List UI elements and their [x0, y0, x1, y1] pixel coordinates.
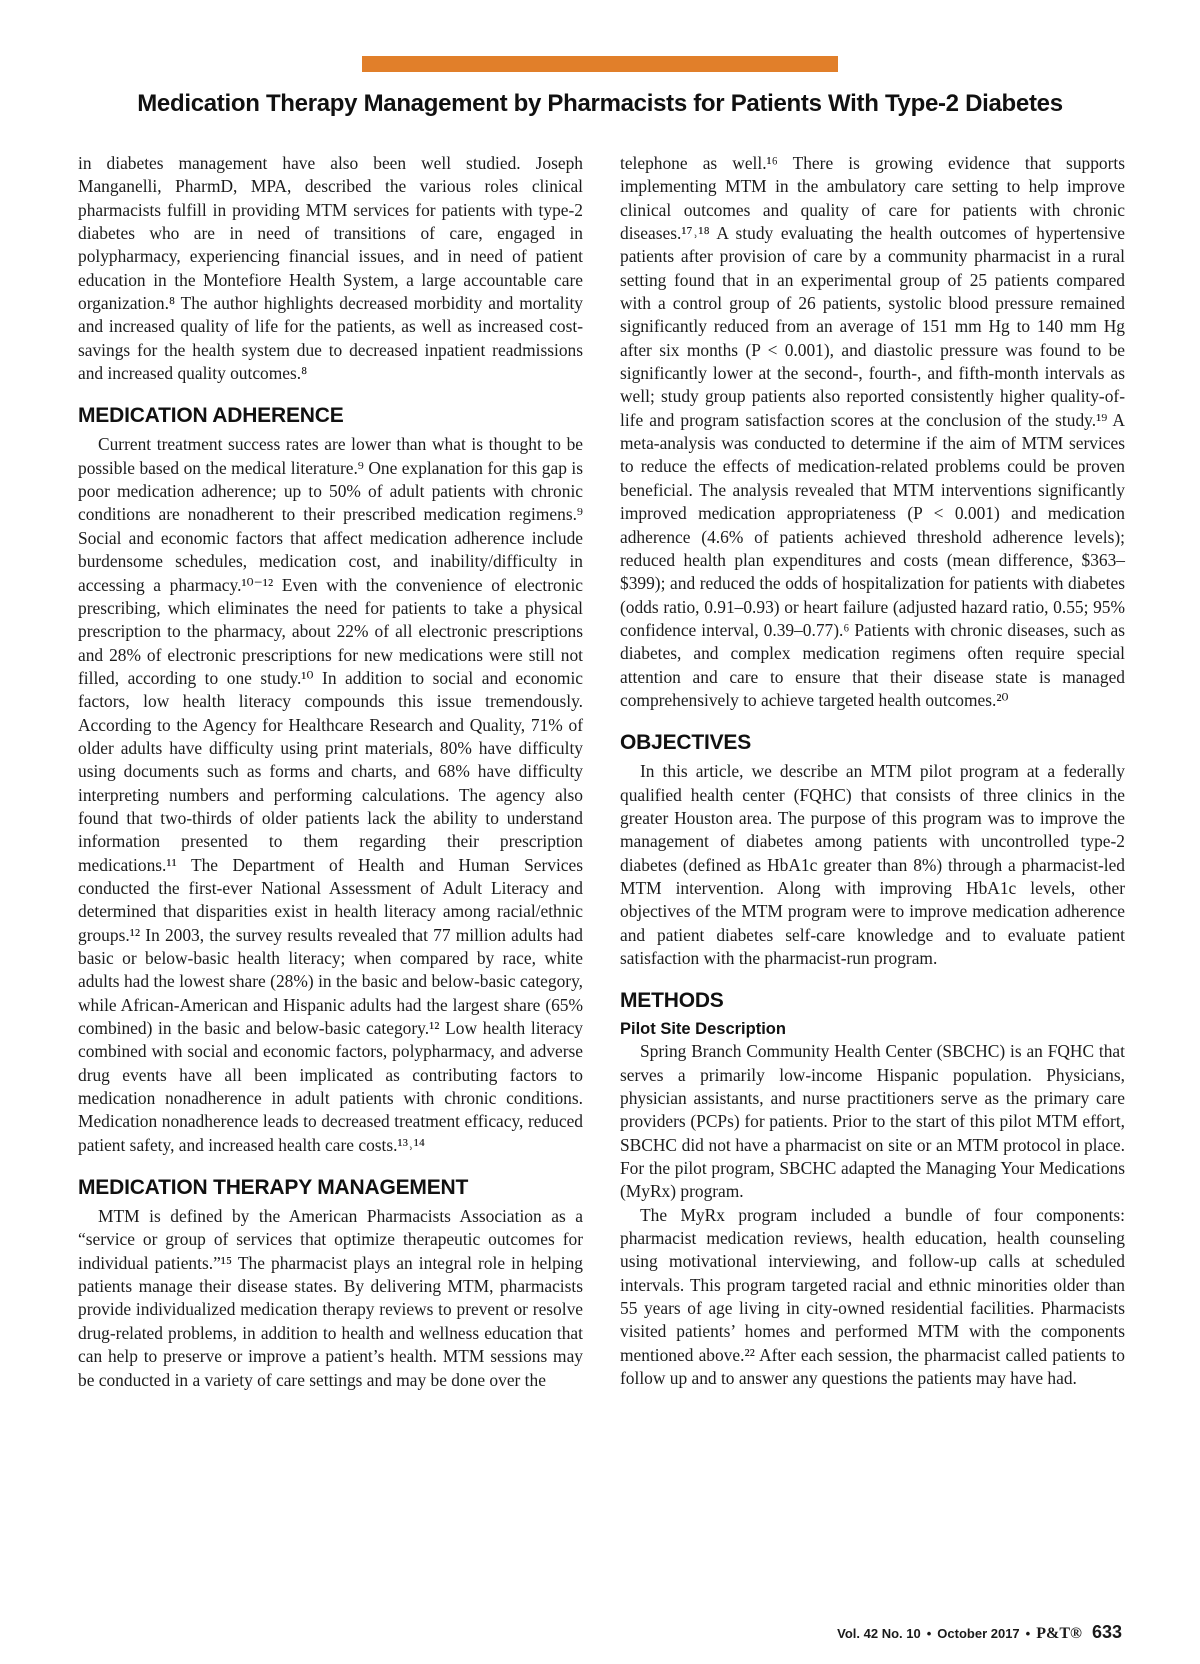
footer-date: October 2017 — [937, 1626, 1020, 1641]
right-column — [620, 152, 1125, 1391]
page-number: 633 — [1091, 1622, 1122, 1642]
section-heading-medication-adherence: MEDICATION ADHERENCE — [78, 404, 344, 428]
section-heading-objectives: OBJECTIVES — [620, 731, 752, 755]
page-footer — [837, 1622, 1122, 1643]
journal-name: P&T® — [1036, 1625, 1082, 1642]
mtm-continued-paragraph: telephone as well.¹⁶ There is growing evidence that supports implementing MTM in the ambulatory care setting to help improve clinical outcomes and quality of care for patients with chronic diseases.¹⁷˒¹⁸ A study evaluating the health outcomes of hypertensive patients after provision of care by a community pharmacist in a rural setting found that in an experimental group of 25 patients compared with a control group of 26 patients, systolic blood pressure remained significantly reduced from an average of 151 mm Hg to 140 mm Hg after six months (P < 0.001), and diastolic pressure was found to be significantly lower at the second-, fourth-, and fifth-month intervals as well; study group patients also reported consistently higher quality-of-life and program satisfaction scores at the conclusion of the study.¹⁹ A meta-analysis was conducted to determine if the aim of MTM services to reduce the effects of medication-related problems could be proven beneficial. The analysis revealed that MTM interventions significantly improved medication appropriateness (P < 0.001) and medication adherence (4.6% of patients achieved threshold adherence levels); reduced health plan expenditures and costs (mean difference, $363–$399); and reduced the odds of hospitalization for patients with diabetes (odds ratio, 0.91–0.93) or heart failure (adjusted hazard ratio, 0.55; 95% confidence interval, 0.39–0.77).⁶ Patients with chronic diseases, such as diabetes, and complex medication regimens often require special attention and care to ensure that their disease state is managed comprehensively to achieve targeted health outcomes.²⁰ — [620, 153, 1125, 710]
header-accent-bar — [362, 56, 838, 72]
intro-paragraph: in diabetes management have also been well studied. Joseph Manganelli, PharmD, MPA, described the various roles clinical pharmacists fulfill in providing MTM services for patients with type-2 diabetes who are in need of transitions of care, engaged in polypharmacy, experiencing financial issues, and in need of patient education in the Montefiore Health System, a large accountable care organization.⁸ The author highlights decreased morbidity and mortality and increased quality of life for the patients, as well as increased cost-savings for the health system due to decreased inpatient readmissions and increased quality outcomes.⁸ — [78, 153, 583, 384]
objectives-paragraph: In this article, we describe an MTM pilot program at a federally qualified health center (FQHC) that consists of three clinics in the greater Houston area. The purpose of this program was to improve the management of diabetes among patients with uncontrolled type-2 diabetes (defined as HbA1c greater than 8%) through a pharmacist-led MTM intervention. Along with improving HbA1c levels, other objectives of the MTM program were to improve medication adherence and patient diabetes self-care knowledge and to evaluate patient satisfaction with the pharmacist-run program. — [620, 761, 1125, 968]
subheading-pilot-site: Pilot Site Description — [620, 1020, 786, 1039]
section-heading-mtm: MEDICATION THERAPY MANAGEMENT — [78, 1176, 469, 1200]
running-title: Medication Therapy Management by Pharmacists for Patients With Type-2 Diabetes — [137, 90, 1063, 117]
myrx-paragraph: The MyRx program included a bundle of four components: pharmacist medication reviews, health education, health counseling using motivational interviewing, and follow-up calls at scheduled intervals. This program targeted racial and ethnic minorities older than 55 years of age living in city-owned residential facilities. Pharmacists visited patients’ homes and performed MTM with the components mentioned above.²² After each session, the pharmacist called patients to follow up and to answer any questions the patients may have had. — [620, 1204, 1125, 1389]
section-heading-methods: METHODS — [620, 989, 724, 1013]
mtm-paragraph: MTM is defined by the American Pharmacists Association as a “service or group of services that optimize therapeutic outcomes for individual patients.”¹⁵ The pharmacist plays an integral role in helping patients manage their disease states. By delivering MTM, pharmacists provide individualized medication therapy reviews to prevent or resolve drug-related problems, in addition to health and wellness education that can help to preserve or improve a patient’s health. MTM sessions may be conducted in a variety of care settings and may be done over the — [78, 1206, 583, 1390]
footer-issue: Vol. 42 No. 10 — [837, 1626, 921, 1641]
pilot-site-paragraph: Spring Branch Community Health Center (SBCHC) is an FQHC that serves a primarily low-income Hispanic population. Physicians, physician assistants, and nurse practitioners serve as the primary care providers (PCPs) for patients. Prior to the start of this pilot MTM effort, SBCHC did not have a pharmacist on site or an MTM protocol in place. For the pilot program, SBCHC adapted the Managing Your Medications (MyRx) program. — [620, 1041, 1125, 1202]
footer-separator-2: • — [1025, 1626, 1031, 1641]
footer-separator: • — [926, 1626, 932, 1641]
adherence-paragraph: Current treatment success rates are lower than what is thought to be possible based on the medical literature.⁹ One explanation for this gap is poor medication adherence; up to 50% of adult patients with chronic conditions are nonadherent to their prescribed medication regimens.⁹ Social and economic factors that affect medication adherence include burdensome schedules, medication cost, and inability/difficulty in accessing a pharmacy.¹⁰⁻¹² Even with the convenience of electronic prescribing, which eliminates the need for patients to take a physical prescription to the pharmacy, about 22% of all electronic prescriptions and 28% of electronic prescriptions for new medications were still not filled, according to one study.¹⁰ In addition to social and economic factors, low health literacy compounds this issue tremendously. According to the Agency for Healthcare Research and Quality, 71% of older adults have difficulty using print materials, 80% have difficulty using documents such as forms and charts, and 68% have difficulty interpreting numbers and performing calculations. The agency also found that two-thirds of older patients lack the ability to understand information presented to them regarding their prescription medications.¹¹ The Department of Health and Human Services conducted the first-ever National Assessment of Adult Literacy and determined that disparities exist in health literacy among racial/ethnic groups.¹² In 2003, the survey results revealed that 77 million adults had basic or below-basic health literacy; when compared by race, white adults had the lowest share (28%) in the basic and below-basic category, while African-American and Hispanic adults had the largest share (65% combined) in the basic and below-basic category.¹² Low health literacy combined with social and economic factors, polypharmacy, and adverse drug events have all been implicated as contributing factors to medication nonadherence in adult patients with chronic conditions. Medication nonadherence leads to decreased treatment efficacy, reduced patient safety, and increased health care costs.¹³˒¹⁴ — [78, 434, 583, 1155]
left-column — [78, 152, 583, 1392]
